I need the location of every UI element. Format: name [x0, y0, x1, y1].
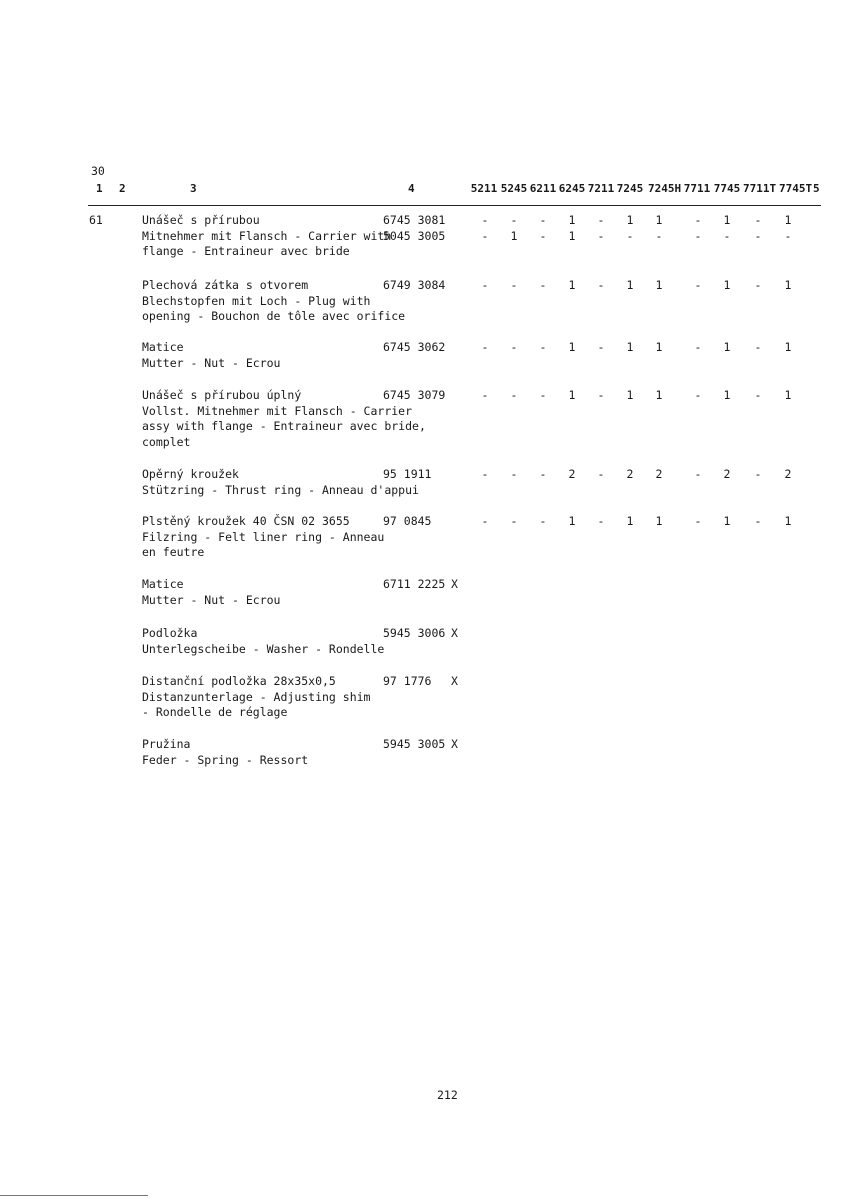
column-header-3: 3 — [190, 182, 197, 195]
quantity-cell: 1 — [723, 388, 731, 402]
part-number: 5945 3006 — [383, 626, 446, 640]
quantity-cell: 1 — [784, 340, 792, 354]
quantity-cell: - — [539, 467, 547, 481]
description-line: Mitnehmer mit Flansch - Carrier with — [142, 228, 392, 243]
quantity-cell: - — [481, 467, 489, 481]
quantity-cell: - — [539, 388, 547, 402]
quantity-cell: 1 — [626, 514, 634, 528]
quantity-cell: - — [510, 340, 518, 354]
quantity-cell: 1 — [655, 340, 663, 354]
item-description — [142, 278, 405, 325]
quantity-cell: 1 — [626, 340, 634, 354]
column-header-4: 4 — [408, 182, 415, 195]
quantity-cell: - — [481, 514, 489, 528]
description-line: Mutter - Nut - Ecrou — [142, 355, 281, 370]
quantity-cell: 1 — [568, 278, 576, 292]
description-line: assy with flange - Entraineur avec bride, — [142, 419, 426, 433]
quantity-cell: - — [481, 228, 489, 243]
item-description — [142, 514, 384, 561]
header-rule — [88, 205, 821, 206]
item-position: 61 — [89, 213, 103, 227]
quantity-cell: - — [539, 514, 547, 528]
quantity-cell: - — [597, 213, 605, 227]
quantity-cell: - — [694, 213, 702, 227]
part-number: 5945 3005 — [383, 737, 446, 751]
item-description — [142, 213, 391, 260]
model-column-header: 5245 — [500, 182, 528, 195]
quantity-cell: - — [754, 467, 762, 481]
description-line: en feutre — [142, 545, 205, 559]
quantity-cell: - — [481, 213, 489, 227]
quantity-cell: - — [510, 467, 518, 481]
quantity-cell: 1 — [723, 278, 731, 292]
quantity-cell: 1 — [723, 213, 731, 227]
description-line: complet — [142, 434, 191, 449]
model-column-header: 5211 — [470, 182, 498, 195]
quantity-cell: - — [597, 340, 605, 354]
model-column-header: 7711T — [743, 182, 777, 195]
part-mark: X — [451, 626, 458, 640]
description-line: Plstěný kroužek 40 ČSN 02 3655 — [142, 514, 350, 528]
quantity-cell: - — [754, 340, 762, 354]
item-description — [142, 577, 280, 608]
model-column-header: 7711 — [683, 182, 711, 195]
item-description — [142, 626, 384, 657]
model-column-header: 7211 — [587, 182, 615, 195]
quantity-cell: 1 — [784, 514, 792, 528]
description-line: Feder - Spring - Ressort — [142, 752, 309, 767]
quantity-cell: - — [510, 388, 518, 402]
quantity-cell: 1 — [568, 340, 576, 354]
description-line: - Rondelle de réglage — [142, 705, 288, 719]
quantity-cell: - — [597, 388, 605, 402]
quantity-cell: 1 — [568, 514, 576, 528]
quantity-cell: - — [655, 228, 663, 243]
model-column-header: 7745 — [713, 182, 741, 195]
quantity-cell: - — [694, 388, 702, 402]
quantity-cell: 1 — [568, 228, 576, 243]
part-number: 97 1776 — [383, 674, 432, 688]
quantity-cell: 2 — [568, 467, 576, 481]
description-line: Vollst. Mitnehmer mit Flansch - Carrier — [142, 403, 413, 418]
description-line: Opěrný kroužek — [142, 467, 239, 481]
quantity-cell: - — [597, 467, 605, 481]
description-line: Filzring - Felt liner ring - Anneau — [142, 529, 385, 544]
quantity-cell: - — [539, 213, 547, 227]
quantity-cell: - — [694, 228, 702, 243]
description-line: Pružina — [142, 737, 191, 751]
model-column-header: 7245H — [648, 182, 682, 195]
quantity-cell: - — [597, 228, 605, 243]
quantity-cell: - — [694, 467, 702, 481]
quantity-cell: 1 — [626, 388, 634, 402]
description-line: Distanční podložka 28x35x0,5 — [142, 674, 336, 688]
footer-line — [0, 1195, 148, 1196]
quantity-cell: 2 — [655, 467, 663, 481]
quantity-cell: - — [694, 340, 702, 354]
quantity-cell: - — [481, 340, 489, 354]
part-number: 97 0845 — [383, 514, 432, 528]
part-number: 6749 3084 — [383, 278, 446, 292]
quantity-cell: - — [754, 514, 762, 528]
model-column-header: 6211 — [529, 182, 557, 195]
description-line: Unášeč s přírubou úplný — [142, 388, 302, 402]
page-number: 212 — [437, 1088, 458, 1102]
section-number: 30 — [91, 164, 105, 178]
description-line: Matice — [142, 577, 184, 591]
quantity-cell: - — [481, 388, 489, 402]
quantity-cell: 1 — [655, 388, 663, 402]
quantity-cell: 1 — [655, 514, 663, 528]
description-line: Mutter - Nut - Ecrou — [142, 592, 281, 607]
quantity-cell: - — [510, 278, 518, 292]
part-number: 6745 3079 — [383, 388, 446, 402]
column-header-5: 5 — [813, 182, 820, 195]
description-line: Unášeč s přírubou — [142, 213, 260, 227]
quantity-cell: 2 — [626, 467, 634, 481]
quantity-cell: - — [694, 278, 702, 292]
model-column-header: 7245 — [616, 182, 644, 195]
description-line: Matice — [142, 340, 184, 354]
description-line: Stützring - Thrust ring - Anneau d'appui — [142, 482, 419, 497]
quantity-cell: 1 — [626, 278, 634, 292]
description-line: Podložka — [142, 626, 198, 640]
description-line: Blechstopfen mit Loch - Plug with — [142, 293, 371, 308]
quantity-cell: - — [481, 278, 489, 292]
part-number: 6745 3081 — [383, 213, 446, 227]
quantity-cell: 1 — [784, 388, 792, 402]
quantity-cell: - — [754, 388, 762, 402]
description-line: Distanzunterlage - Adjusting shim — [142, 689, 371, 704]
quantity-cell: 1 — [723, 514, 731, 528]
quantity-cell: - — [723, 228, 731, 243]
description-line: flange - Entraineur avec bride — [142, 244, 350, 258]
quantity-cell: 1 — [655, 278, 663, 292]
quantity-cell: - — [539, 278, 547, 292]
quantity-cell: 1 — [784, 278, 792, 292]
column-header-1: 1 — [96, 182, 103, 195]
description-line: Plechová zátka s otvorem — [142, 278, 309, 292]
quantity-cell: - — [597, 514, 605, 528]
quantity-cell: - — [539, 340, 547, 354]
quantity-cell: - — [539, 228, 547, 243]
quantity-cell: 2 — [723, 467, 731, 481]
part-mark: X — [451, 577, 458, 591]
quantity-cell: - — [754, 213, 762, 227]
part-number: 6711 2225 — [383, 577, 446, 591]
quantity-cell: - — [754, 228, 762, 243]
quantity-cell: 1 — [626, 213, 634, 227]
description-line: opening - Bouchon de tôle avec orifice — [142, 309, 406, 323]
description-line: Unterlegscheibe - Washer - Rondelle — [142, 641, 385, 656]
part-number: 6745 3062 — [383, 340, 446, 354]
column-header-2: 2 — [119, 182, 126, 195]
quantity-cell: 2 — [784, 467, 792, 481]
quantity-cell: - — [754, 278, 762, 292]
quantity-cell: - — [626, 228, 634, 243]
quantity-cell: 1 — [510, 228, 518, 243]
model-column-header: 7745T — [779, 182, 813, 195]
quantity-cell: 1 — [655, 213, 663, 227]
quantity-cell: - — [694, 514, 702, 528]
item-description — [142, 674, 370, 721]
part-number: 5045 3005 — [383, 228, 446, 243]
quantity-cell: 1 — [568, 213, 576, 227]
quantity-cell: - — [597, 278, 605, 292]
item-description — [142, 467, 419, 498]
quantity-cell: 1 — [568, 388, 576, 402]
quantity-cell: 1 — [723, 340, 731, 354]
quantity-cell: - — [784, 228, 792, 243]
item-description — [142, 340, 280, 371]
part-mark: X — [451, 674, 458, 688]
quantity-cell: - — [510, 213, 518, 227]
item-description — [142, 737, 308, 768]
part-number: 95 1911 — [383, 467, 432, 481]
model-column-header: 6245 — [558, 182, 586, 195]
quantity-cell: 1 — [784, 213, 792, 227]
part-mark: X — [451, 737, 458, 751]
quantity-cell: - — [510, 514, 518, 528]
